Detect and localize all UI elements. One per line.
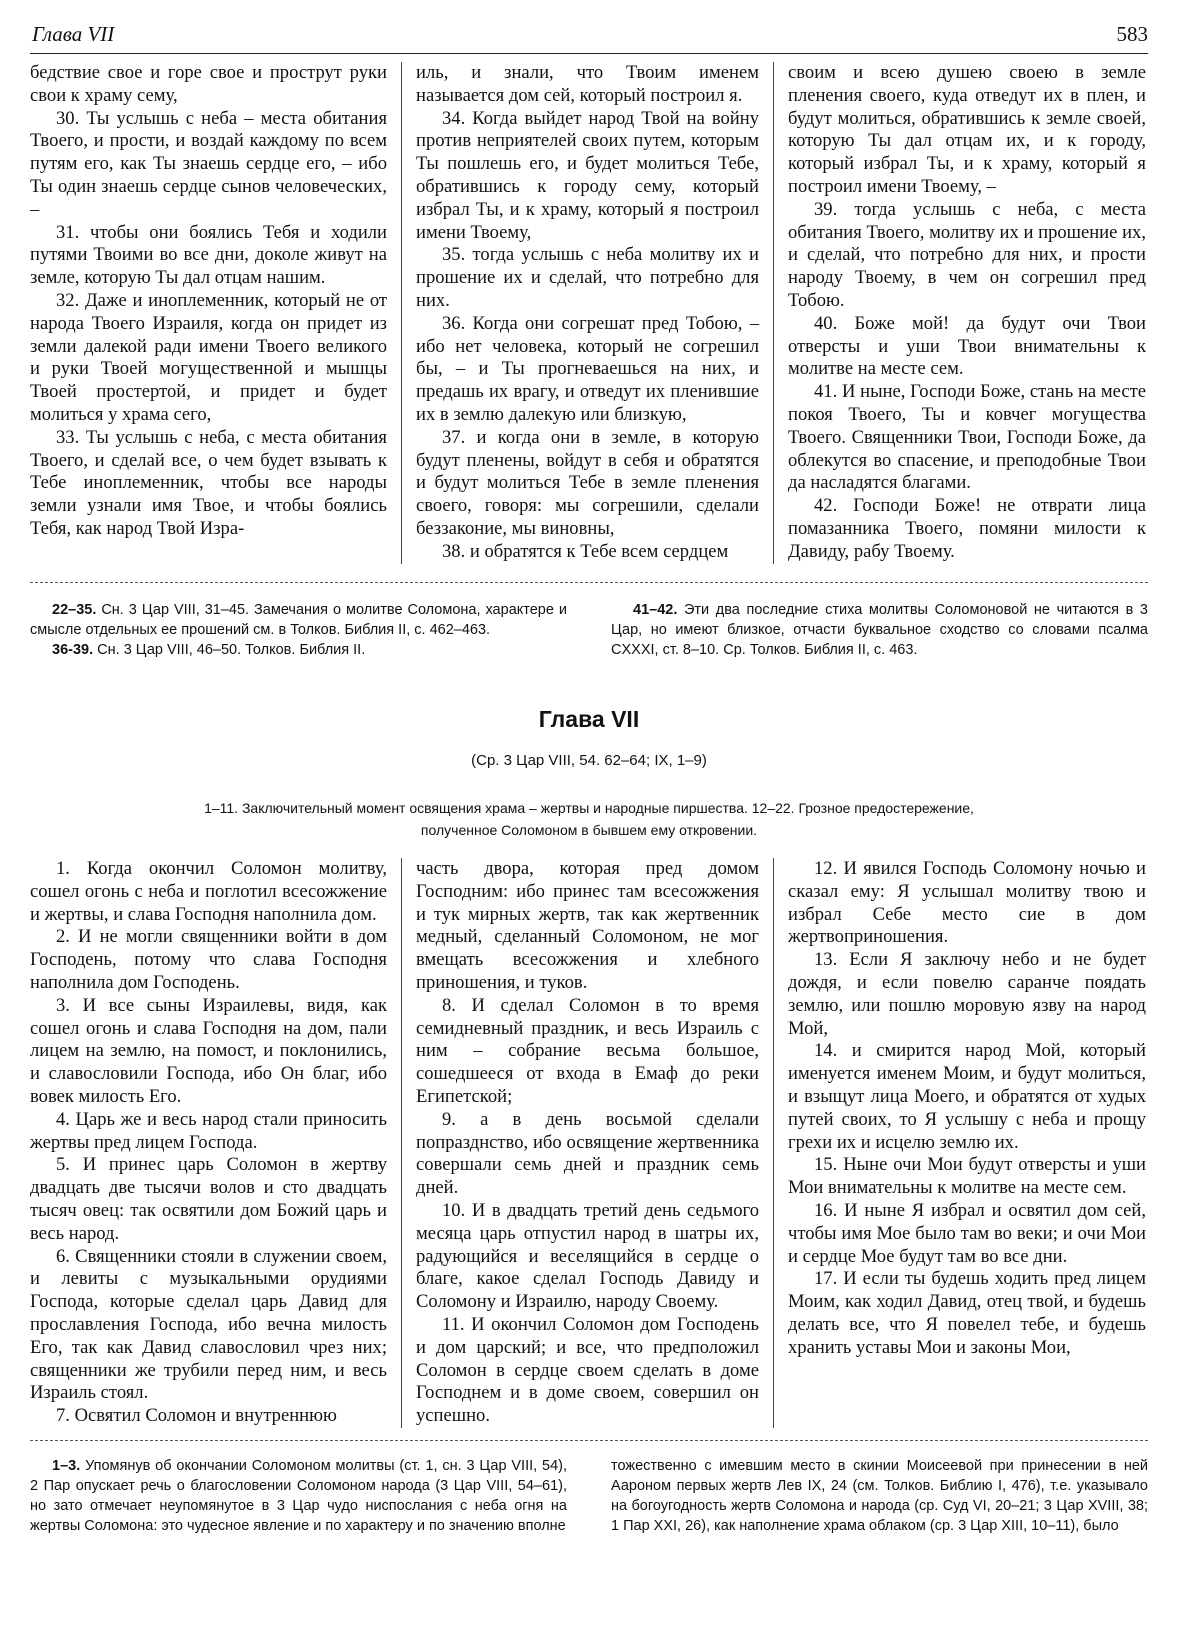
- verse-paragraph: часть двора, которая пред домом Господним: ибо принес там всесожжения и тук мирных жертв, так как жертвенник медный, сделанный Соломоном, не мог вмещать всесожжения и хлебного приношения, и туков.: [416, 858, 759, 993]
- footnote-text: тожественно с имевшим место в скинии Моисеевой при принесении в ней Аароном первых жертв Лев IX, 24 (см. Толков. Библию I, 476), т.е. указывало на богоугодность жертв Соломона и народа (ср. Суд VI, 20–21; 3 Цар XVIII, 38; 1 Пар XXI, 26), как наполнение храма облаком (ср. 3 Цар XIII, 10–11), было: [611, 1458, 1148, 1534]
- verse-paragraph: 40. Боже мой! да будут очи Твои отверсты и уши Твои внимательны к молитве на месте сем.: [788, 312, 1146, 380]
- footnote: [30, 640, 567, 660]
- text-column-2: [402, 858, 774, 1428]
- text-column-1: [30, 62, 402, 564]
- verse-paragraph: 6. Священники стояли в служении своем, и левиты с музыкальными орудиями Господа, которые сделал царь Давид для прославления Господа, ибо вечна милость Его, так как Давид славословил чрез них; священники же трубили перед ним, и весь Израиль стоял.: [30, 1245, 387, 1404]
- footnote-ref: 1–3.: [52, 1458, 81, 1474]
- verse-paragraph: 39. тогда услышь с неба, с места обитания Твоего, молитву их и прошение их, и сделай, что потребно для них, и прости народу Твоему, в чем он согрешил пред Тобою.: [788, 198, 1146, 311]
- footnote-rule-bottom: [30, 1440, 1148, 1441]
- footnote: [30, 600, 567, 640]
- verse-paragraph: 7. Освятил Соломон и внутреннюю: [56, 1405, 337, 1427]
- footnote-column-left: [30, 1456, 589, 1536]
- chapter-reference: (Ср. 3 Цар VIII, 54. 62–64; IX, 1–9): [471, 752, 707, 769]
- page-number: 583: [1116, 22, 1148, 46]
- verse-paragraph: 37. и когда они в земле, в которую будут пленены, войдут в себя и обратятся и будут молиться Тебе в земле пленения своего, говоря: мы согрешили, сделали беззаконие, мы виновны,: [416, 426, 759, 539]
- footnote-ref: 36-39.: [52, 642, 94, 658]
- verse-paragraph: 11. И окончил Соломон дом Господень и дом царский; и все, что предположил Соломон в сердце своем сделать в доме Господнем и в доме своем, совершил он успешно.: [416, 1313, 759, 1427]
- verse-paragraph: 1. Когда окончил Соломон молитву, сошел огонь с неба и поглотил всесожжение и жертвы, и слава Господня наполнила дом.: [30, 858, 387, 925]
- top-text-columns: [30, 62, 1148, 564]
- footnote-column-right: [589, 600, 1148, 660]
- header-rule: [30, 53, 1148, 54]
- verse-paragraph: 15. Ныне очи Мои будут отверсты и уши Мои внимательны к молитве на месте сем.: [788, 1154, 1146, 1199]
- chapter-title: Глава VII: [538, 706, 640, 732]
- verse-paragraph: 31. чтобы они боялись Тебя и ходили путями Твоими во все дни, доколе живут на земле, которую Ты дал отцам нашим.: [30, 221, 387, 289]
- verse-paragraph: 9. а в день восьмой сделали попразднство, ибо освящение жертвенника совершали семь дней и праздник семь дней.: [416, 1108, 759, 1199]
- text-column-1: [30, 858, 402, 1428]
- verse-paragraph: 10. И в двадцать третий день седьмого месяца царь отпустил народ в шатры их, радующийся и веселящийся в сердце о благе, какое сделал Господь Давиду и Соломону и Израилю, народу Своему.: [416, 1199, 759, 1313]
- verse-paragraph: 8. И сделал Соломон в то время семидневный праздник, и весь Израиль с ним – собрание весьма большое, сошедшееся от входа в Емаф до реки Египетской;: [416, 994, 759, 1107]
- verse-paragraph: 41. И ныне, Господи Боже, стань на месте покоя Твоего, Ты и ковчег могущества Твоего. Священники Твои, Господи Боже, да облекутся во спасение, и преподобные Твои да насладятся благами.: [788, 381, 1146, 494]
- text-column-3: [774, 62, 1146, 564]
- running-header: [30, 22, 1148, 54]
- verse-paragraph: 12. И явился Господь Соломону ночью и сказал ему: Я услышал молитву твою и избрал Себе место сие в дом жертвоприношения.: [788, 858, 1146, 948]
- running-title: Глава VII: [32, 22, 115, 46]
- verse-paragraph: 2. И не могли священники войти в дом Господень, потому что слава Господня наполнила дом Господень.: [30, 926, 387, 993]
- footnote-ref: 41–42.: [633, 602, 678, 618]
- verse-paragraph: 5. И принес царь Соломон в жертву двадцать две тысячи волов и сто двадцать тысяч овец: так освятили дом Божий царь и весь народ.: [30, 1154, 387, 1244]
- footnote: [30, 1456, 567, 1536]
- verse-paragraph: 35. тогда услышь с неба молитву их и прошение их и сделай, что потребно для них.: [416, 244, 759, 311]
- verse-paragraph: своим и всею душею своею в земле пленения своего, куда отведут их в плен, и будут молиться, обратившись к земле своей, которую Ты дал отцам их, и к городу, который избрал Ты, и к храму, который я построил имени Твоему, –: [788, 62, 1146, 197]
- verse-paragraph: 33. Ты услышь с неба, с места обитания Твоего, и сделай все, о чем будет взывать к Тебе иноплеменник, чтобы все народы земли узнали имя Твое, и чтобы боялись Тебя, как народ Твой Изра-: [30, 426, 387, 539]
- verse-paragraph: 17. И если ты будешь ходить пред лицем Моим, как ходил Давид, отец твой, и будешь делать все, что Я повелел тебе, и будешь хранить уставы Мои и законы Мои,: [788, 1268, 1146, 1358]
- footnote-text: Сн. 3 Цар VIII, 31–45. Замечания о молитве Соломона, характере и смысле отдельных ее прошений см. в Толков. Библия II, с. 462–463.: [30, 602, 567, 638]
- verse-paragraph: 16. И ныне Я избрал и освятил дом сей, чтобы имя Мое было там во веки; и очи Мои и сердце Мое будут там во все дни.: [788, 1199, 1146, 1267]
- verse-paragraph: 42. Господи Боже! не отврати лица помазанника Твоего, помяни милости к Давиду, рабу Твоему.: [788, 495, 1146, 562]
- footnote-rule-top: [30, 582, 1148, 583]
- verse-paragraph: 3. И все сыны Израилевы, видя, как сошел огонь и слава Господня на дом, пали лицем на землю, на помост, и поклонились, и славословили Господа, ибо Он благ, ибо вовек милость Его.: [30, 994, 387, 1107]
- footnote-column-right: [589, 1456, 1148, 1536]
- footnote-text: Эти два последние стиха молитвы Соломоновой не читаются в 3 Цар, но имеют близкое, отчасти буквальное сходство со словами псалма CXXXI, ст. 8–10. Ср. Толков. Библия II, с. 463.: [611, 602, 1148, 658]
- verse-paragraph: 34. Когда выйдет народ Твой на войну против неприятелей своих путем, которым Ты пошлешь его, и будет молиться Тебе, обратившись к городу сему, который избрал Ты, и к храму, который я построил имени Твоему,: [416, 107, 759, 243]
- verse-paragraph: иль, и знали, что Твоим именем называется дом сей, который построил я.: [416, 62, 759, 106]
- footnote: [611, 1456, 1148, 1536]
- chapter-summary: [180, 797, 998, 841]
- verse-paragraph: 36. Когда они согрешат пред Тобою, – ибо нет человека, который не согрешил бы, – и Ты прогневаешься на них, и предашь их врагу, и отведут их пленившие их в землю далекую или близкую,: [416, 312, 759, 425]
- footnotes-bottom: [30, 1456, 1148, 1536]
- verse-paragraph: бедствие свое и горе свое и прострут руки свои к храму сему,: [30, 62, 387, 106]
- verse-paragraph: 4. Царь же и весь народ стали приносить жертвы пред лицем Господа.: [30, 1108, 387, 1153]
- chapter-summary-line: полученное Соломоном в бывшем ему откровении.: [420, 822, 758, 838]
- verse-paragraph: 30. Ты услышь с неба – места обитания Твоего, и прости, и воздай каждому по всем путям его, как Ты знаешь сердце его, – ибо Ты один знаешь сердце сынов человеческих, –: [30, 107, 387, 220]
- footnote-column-left: [30, 600, 589, 660]
- footnote: [611, 600, 1148, 660]
- footnotes-top: [30, 600, 1148, 660]
- book-page: [30, 0, 1148, 1631]
- bottom-text-columns: [30, 858, 1148, 1428]
- footnote-text: Сн. 3 Цар VIII, 46–50. Толков. Библия II.: [93, 642, 366, 658]
- chapter-summary-line: 1–11. Заключительный момент освящения храма – жертвы и народные пиршества. 12–22. Грозное предостережение,: [204, 800, 974, 816]
- verse-paragraph: 14. и смирится народ Мой, который именуется именем Моим, и будут молиться, и взыщут лица Моего, и обратятся от худых путей своих, то Я услышу с неба и прощу грехи их и исцелю землю их.: [788, 1040, 1146, 1153]
- text-column-3: [774, 858, 1146, 1428]
- text-column-2: [402, 62, 774, 564]
- verse-paragraph: 13. Если Я заключу небо и не будет дождя, и если повелю саранче поядать землю, или пошлю моровую язву на народ Мой,: [788, 949, 1146, 1039]
- footnote-ref: 22–35.: [52, 602, 97, 618]
- verse-paragraph: 32. Даже и иноплеменник, который не от народа Твоего Израиля, когда он придет из земли далекой ради имени Твоего великого и руки Твоей могущественной и мышцы Твоей простертой, и придет и будет молиться у храма сего,: [30, 289, 387, 425]
- verse-paragraph: 38. и обратятся к Тебе всем сердцем: [442, 540, 729, 562]
- footnote-text: Упомянув об окончании Соломоном молитвы (ст. 1, сн. 3 Цар VIII, 54), 2 Пар опускает речь о благословении Соломоном народа (3 Цар VIII, 54–61), но зато отмечает неупомянутое в 3 Цар чудо ниспослания с неба огня на жертвы Соломона: это чудесное явление и по характеру и по значению вполне: [30, 1458, 567, 1534]
